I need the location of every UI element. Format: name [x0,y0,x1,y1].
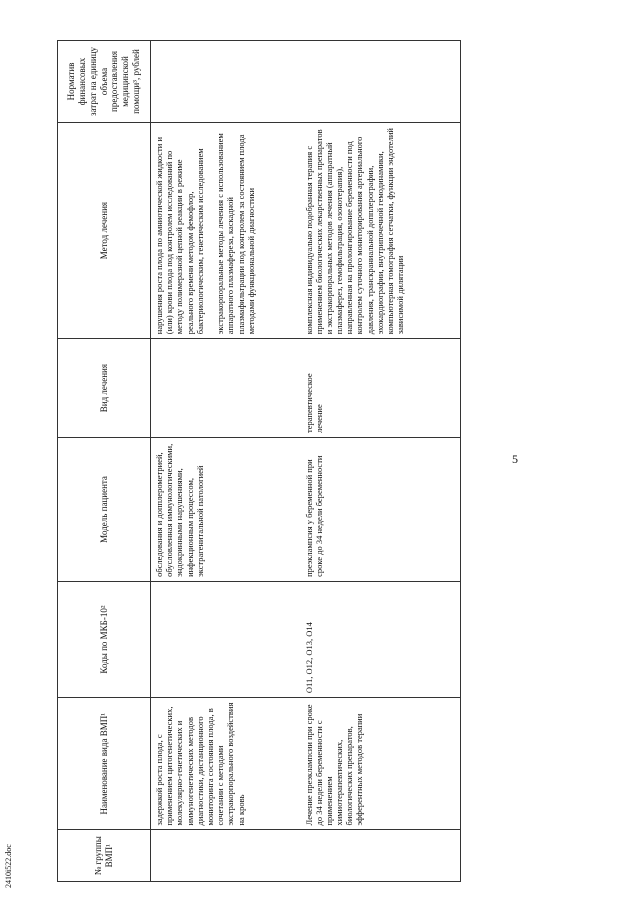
cell-treatment-type: терапевтическое лечение [301,339,461,438]
cell-cost-norm [301,41,461,123]
cell-treatment-method: комплексная индивидуально подобранная терапия с применением биологических лекарственных препаратов и экстракорпоральных методов лечения (аппаратный плазмаферез, гемофильтрация, озонотерапия), направленная на пролонгирование беременности под контролем суточного мониторирования артериального давления, транскраниальной допплерографии, эхокардиографии, внутрипочечной гемодинамики, компьютерная томография сетчатки, функции эндотелий зависимой дилятации [301,122,461,338]
header-cost-norm: Норматив финансовых затрат на единицу объема предоставления медицинской помощи³, рублей [58,41,151,123]
header-icd-codes: Коды по МКБ-10² [58,581,151,697]
cell-patient-model: обследования и допплерометрией, обусловленная иммунологическими, эндокринными нарушениями, инфекционным процессом, экстрагенитальной патологией [151,437,301,581]
header-group-no: № группы ВМП¹ [58,830,151,882]
table-row [151,41,301,882]
header-treatment-type: Вид лечения [58,339,151,438]
footer-filename: 2410i522.doc [4,844,13,888]
cell-group-no [151,830,301,882]
table-row [301,41,461,882]
cell-treatment-type [151,339,301,438]
cell-patient-model: преэклампсия у беременной при сроке до 34 недели беременности [301,437,461,581]
cell-icd-codes [151,581,301,697]
vmp-table [57,40,461,882]
header-treatment-method: Метод лечения [58,122,151,338]
cell-cost-norm [151,41,301,123]
page-number: 5 [512,452,518,466]
cell-group-no [301,830,461,882]
header-patient-model: Модель пациента [58,437,151,581]
cell-treatment-method: нарушения роста плода по амниотической жидкости и (или) крови плода под контролем исследований по методу полимеразной цепной реакции в режиме реального времени методом фемофлор, бактериологическим, генетическим исследованием экстракорпоральные методы лечения с использованием аппаратного плазмафереза, каскадной плазмафильтрации под контролем за состоянием плода методами функциональной диагностики [151,122,301,338]
cell-vmp-name: задержкой роста плода, с применением цитогенетических, молекулярно-генетических и иммуногенетических методов диагностики, дистанционного мониторинга состояния плода, в сочетании с методами экстракорпорального воздействия на кровь [151,698,301,830]
vmp-table-container [57,40,477,882]
cell-vmp-name: Лечение преэклампсии при сроке до 34 недели беременности с применением химиотерапевтических, биологических препаратов, эфферентных методов терапии [301,698,461,830]
header-vmp-name: Наименование вида ВМП¹ [58,698,151,830]
cell-icd-codes: O11, O12, O13, O14 [301,581,461,697]
table-header-row [58,41,151,882]
